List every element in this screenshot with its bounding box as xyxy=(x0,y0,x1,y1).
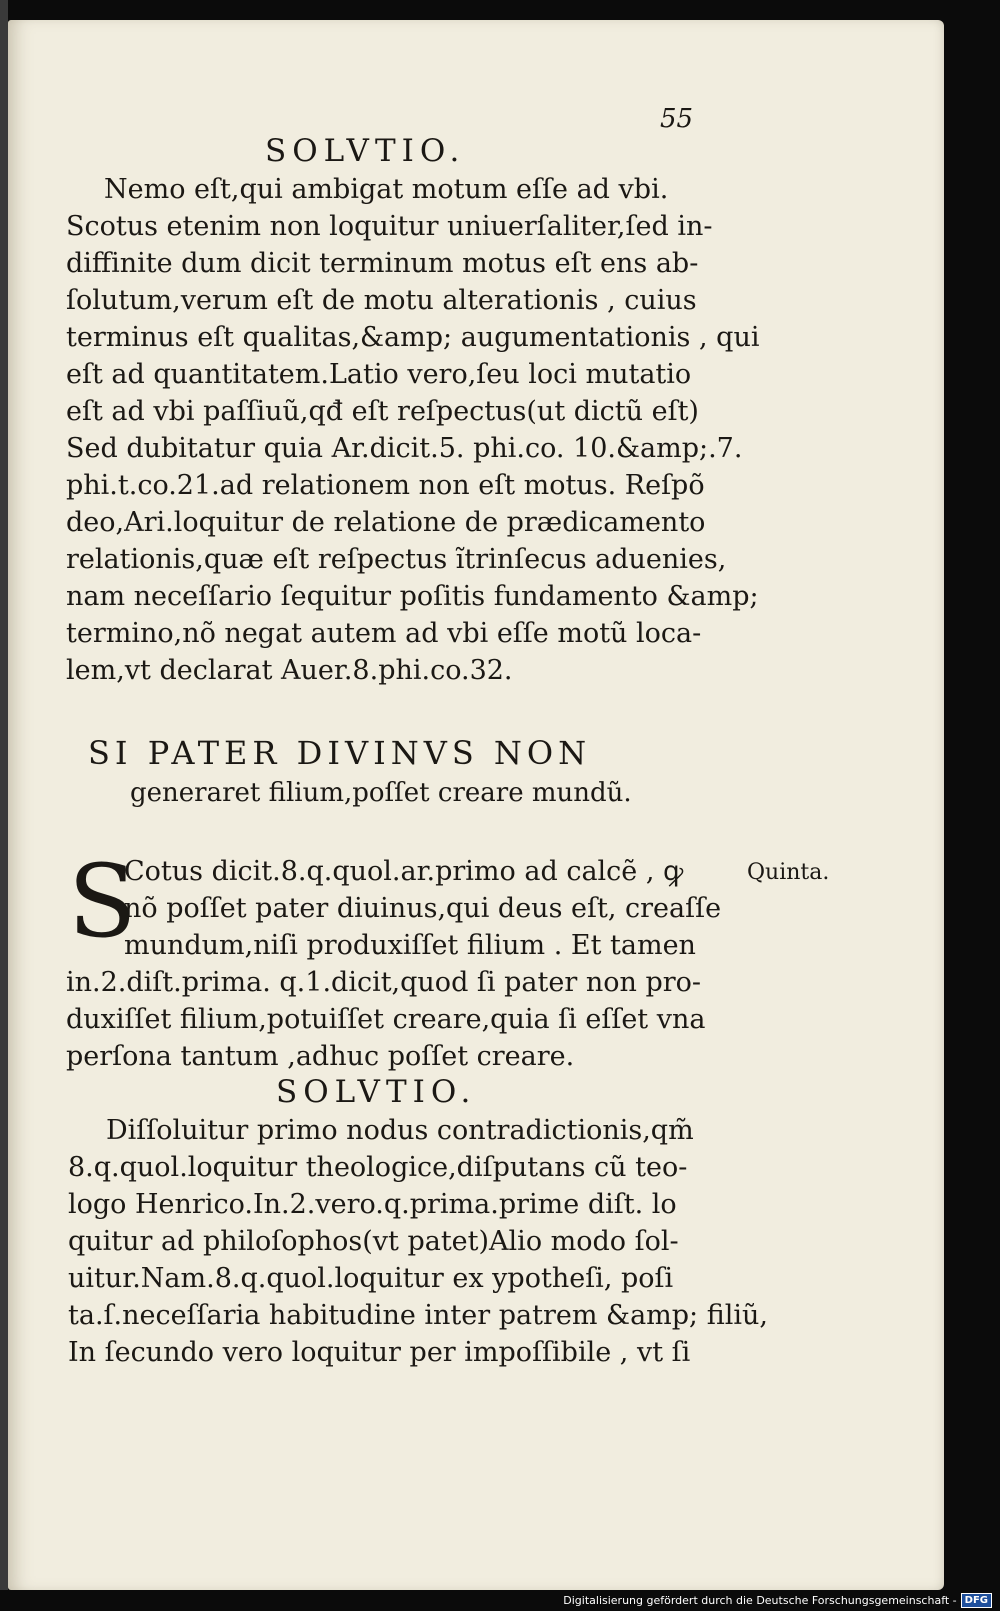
paragraph-3 xyxy=(68,1112,768,1371)
paragraph-1 xyxy=(66,171,759,689)
text-line: In ſecundo vero loquitur per impoſſibile , vt ſi xyxy=(68,1337,691,1368)
text-line: lem,vt declarat Auer.8.phi.co.32. xyxy=(66,655,513,686)
text-line: quitur ad philoſophos(vt patet)Alio modo ſol- xyxy=(68,1226,679,1257)
text-line: uitur.Nam.8.q.quol.loquitur ex ypotheſi, poſi xyxy=(68,1263,674,1294)
text-line: logo Henrico.In.2.vero.q.prima.prime diſt. lo xyxy=(68,1189,677,1220)
book-edge xyxy=(0,0,8,1590)
text-line: Diſſoluitur primo nodus contradictionis,qm̃ xyxy=(106,1115,694,1146)
page-number: 55 xyxy=(660,104,694,134)
text-line: diffinite dum dicit terminum motus eſt ens ab- xyxy=(66,248,699,279)
text-line: mundum,niſi produxiſſet filium . Et tamen xyxy=(124,930,696,961)
text-line: eſt ad quantitatem.Latio vero,ſeu loci mutatio xyxy=(66,359,692,390)
digitization-footer xyxy=(563,1591,992,1609)
text-line: Scotus etenim non loquitur uniuerſaliter,ſed in- xyxy=(66,211,713,242)
text-line: 8.q.quol.loquitur theologice,diſputans cũ teo- xyxy=(68,1152,688,1183)
paragraph-2-indented xyxy=(124,853,721,964)
text-line: Sed dubitatur quia Ar.dicit.5. phi.co. 10.&amp;.7. xyxy=(66,433,743,464)
text-line: Nemo eſt,qui ambigat motum eſſe ad vbi. xyxy=(104,174,669,205)
text-line: eſt ad vbi paſſiuũ,qđ eſt reſpectus(ut dictũ eſt) xyxy=(66,396,699,427)
text-line: perſona tantum ,adhuc poſſet creare. xyxy=(66,1041,575,1072)
chapter-title: SI PATER DIVINVS NON xyxy=(88,734,592,772)
text-line: duxiſſet filium,potuiſſet creare,quia ſi eſſet vna xyxy=(66,1004,706,1035)
text-line: termino,nõ negat autem ad vbi eſſe motũ loca- xyxy=(66,618,702,649)
text-line: Cotus dicit.8.q.quol.ar.primo ad calcẽ , ꝙ xyxy=(124,856,684,887)
text-line: in.2.diſt.prima. q.1.dicit,quod ſi pater non pro- xyxy=(66,967,702,998)
text-line: nam neceſſario ſequitur poſitis fundamento &amp; xyxy=(66,581,759,612)
paragraph-2 xyxy=(66,964,705,1075)
text-line: ta.ſ.neceſſaria habitudine inter patrem &amp; filiũ, xyxy=(68,1300,768,1331)
marginal-note: Quinta. xyxy=(747,860,830,885)
dfg-logo: DFG xyxy=(961,1593,992,1608)
chapter-subtitle: generaret filium,poſſet creare mundũ. xyxy=(130,778,632,808)
footer-text: Digitalisierung gefördert durch die Deutsche Forschungsgemeinschaft - xyxy=(563,1593,957,1607)
text-line: deo,Ari.loquitur de relatione de prædicamento xyxy=(66,507,706,538)
text-line: phi.t.co.21.ad relationem non eſt motus. Reſpõ xyxy=(66,470,705,501)
text-line: relationis,quæ eſt reſpectus ĩtrinſecus aduenies, xyxy=(66,544,727,575)
section-heading-1: SOLVTIO. xyxy=(265,133,466,169)
text-line: nõ poſſet pater diuinus,qui deus eſt, creaſſe xyxy=(124,893,722,924)
text-line: ſolutum,verum eſt de motu alterationis , cuius xyxy=(66,285,697,316)
section-heading-2: SOLVTIO. xyxy=(276,1074,477,1110)
text-line: terminus eſt qualitas,&amp; augumentationis , qui xyxy=(66,322,760,353)
drop-cap: S xyxy=(68,843,137,960)
